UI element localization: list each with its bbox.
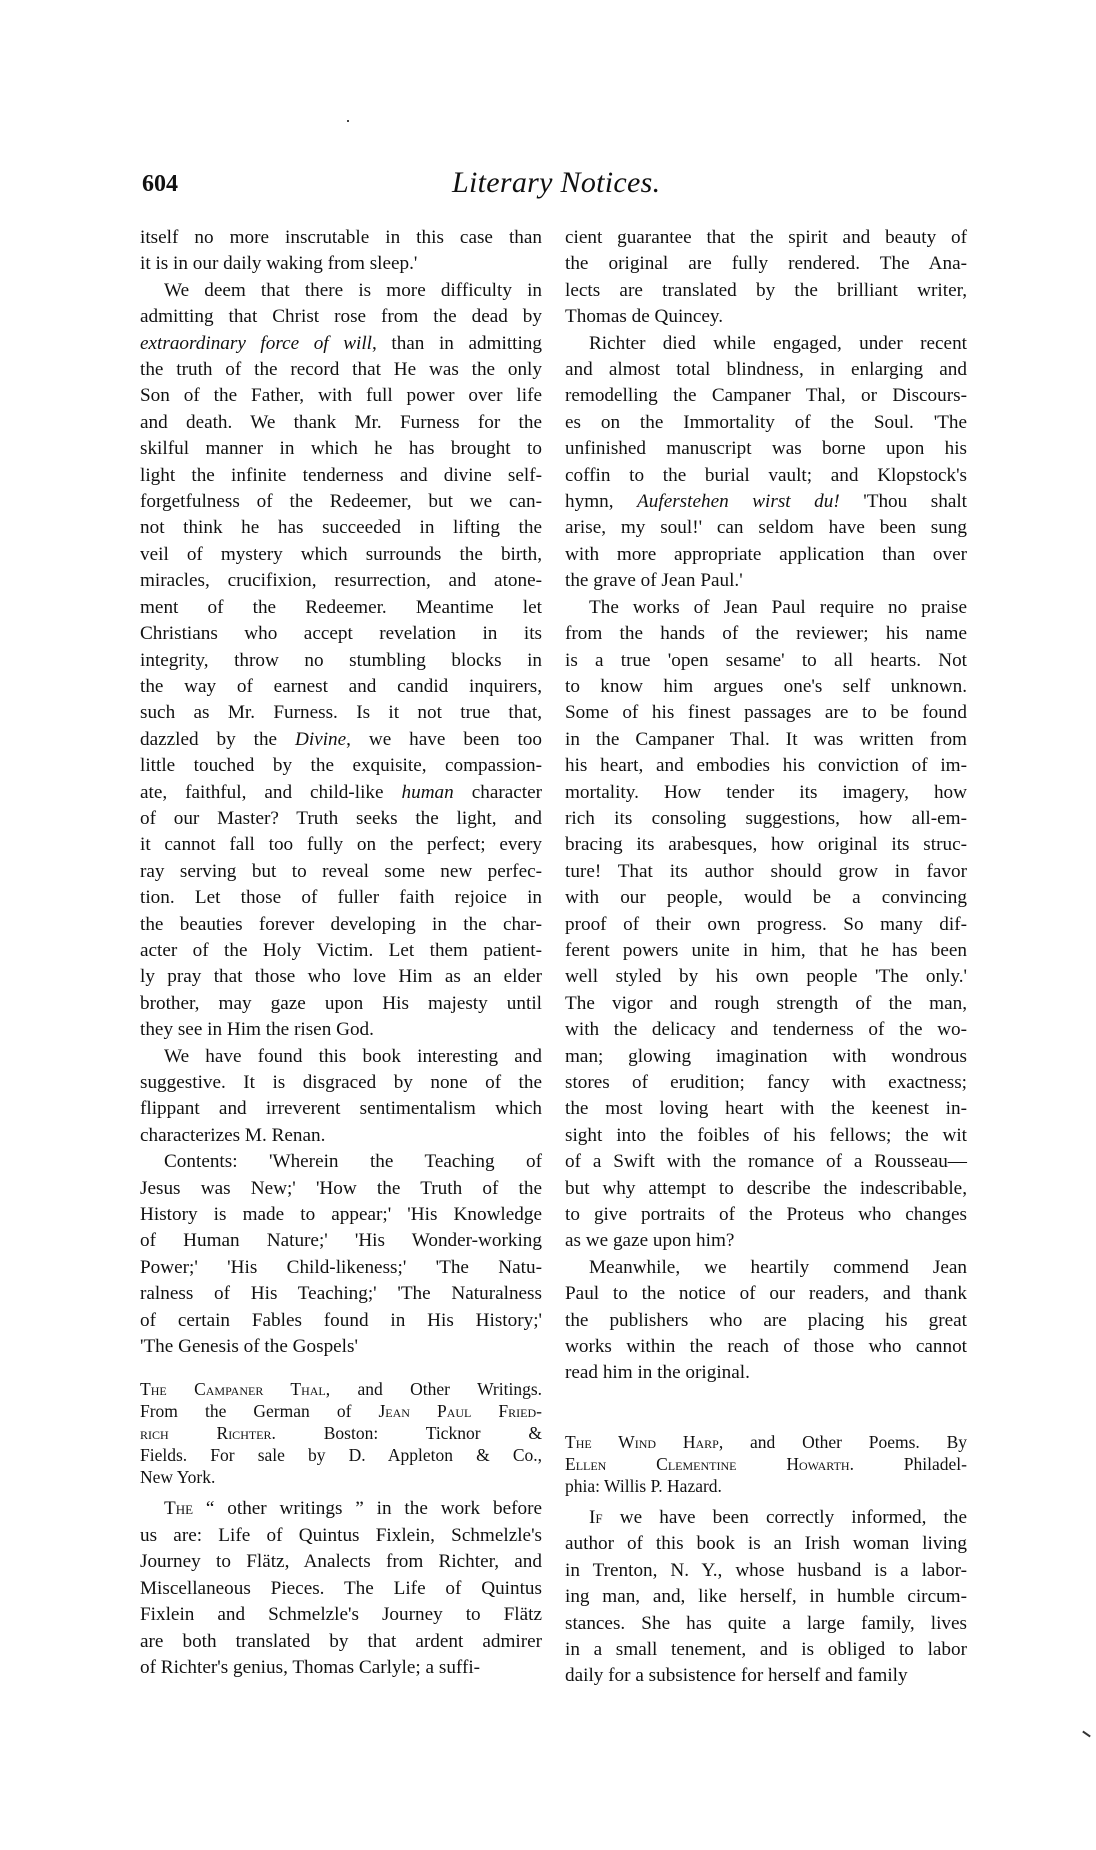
text-line: with the delicacy and tenderness of the wo- xyxy=(565,1019,967,1041)
text-line: miracles, crucifixion, resurrection, and atone- xyxy=(140,570,542,592)
page-number: 604 xyxy=(142,171,178,197)
text-line: Paul to the notice of our readers, and thank xyxy=(565,1283,967,1305)
text-line: in a small tenement, and is obliged to labor xyxy=(565,1638,967,1660)
text-line: author of this book is an Irish woman living xyxy=(565,1533,967,1555)
text-line: tion. Let those of fuller faith rejoice in xyxy=(140,887,542,909)
text-line: suggestive. It is disgraced by none of the xyxy=(140,1072,542,1093)
text-line: ment of the Redeemer. Meantime let xyxy=(140,596,542,618)
text-line: the grave of Jean Paul.' xyxy=(565,570,743,592)
running-title: Literary Notices. xyxy=(452,166,661,199)
emphasis: human xyxy=(401,781,454,803)
text-line: little touched by the exquisite, compassion- xyxy=(140,755,542,777)
lead-word: The xyxy=(164,1498,194,1520)
text-line: Fixlein and Schmelzle's Journey to Flätz xyxy=(140,1604,542,1626)
text-line: it is in our daily waking from sleep.' xyxy=(140,253,418,275)
text-line: arise, my soul!' can seldom have been sung xyxy=(565,517,967,539)
text-line: Contents: 'Wherein the Teaching of xyxy=(164,1151,542,1173)
text-line: Jesus was New;' 'How the Truth of the xyxy=(140,1177,542,1199)
text-line: acter of the Holy Victim. Let them patient- xyxy=(140,939,542,961)
text-line: to know him argues one's self unknown. xyxy=(565,675,967,697)
text-line: forgetfulness of the Redeemer, but we can- xyxy=(140,491,542,513)
text-line: from the hands of the reviewer; his name xyxy=(565,623,967,645)
book-author: Ellen Clementine Howarth. xyxy=(565,1453,854,1474)
text-line: the most loving heart with the keenest in- xyxy=(565,1098,967,1120)
text-line: lects are translated by the brilliant writer, xyxy=(565,279,967,301)
text-line: not think he has succeeded in lifting the xyxy=(140,517,542,539)
text-line: The “ other writings ” in the work before xyxy=(164,1498,542,1520)
text-line: veil of mystery which surrounds the birth, xyxy=(140,543,542,565)
book-title: The Wind Harp xyxy=(565,1431,719,1452)
text-line: ralness of His Teaching;' 'The Naturalness xyxy=(140,1283,542,1305)
text-line: Some of his finest passages are to be found xyxy=(565,702,967,724)
text-line: of Human Nature;' 'His Wonder-working xyxy=(140,1230,542,1252)
paragraph xyxy=(140,1149,542,1360)
text-line: the truth of the record that He was the only xyxy=(140,359,542,381)
paragraph xyxy=(140,278,542,1044)
text-line: We have found this book interesting and xyxy=(164,1045,542,1067)
text-line: stances. She has quite a large family, lives xyxy=(565,1612,967,1634)
text-line: to give portraits of the Proteus who changes xyxy=(565,1204,967,1226)
text-line: and death. We thank Mr. Furness for the xyxy=(140,411,542,433)
text-line: the beauties forever developing in the char- xyxy=(140,913,542,935)
text-line: of Richter's genius, Thomas Carlyle; a suffi- xyxy=(140,1656,481,1678)
text-line: ly pray that those who love Him as an elder xyxy=(140,966,542,988)
text-line: The works of Jean Paul require no praise xyxy=(589,596,967,618)
text-line: Richter died while engaged, under recent xyxy=(589,332,967,354)
text-line: of a Swift with the romance of a Rousseau— xyxy=(565,1151,967,1173)
text-line: History is made to appear;' 'His Knowledge xyxy=(140,1204,542,1226)
text-line: extraordinary force of will, than in admitting xyxy=(140,332,542,354)
text-line: Power;' 'His Child-likeness;' 'The Natu- xyxy=(140,1256,542,1278)
text-line: unfinished manuscript was borne upon his xyxy=(565,438,967,460)
text-line: If we have been correctly informed, the xyxy=(589,1506,967,1528)
text-line: are both translated by that ardent admirer xyxy=(140,1630,542,1652)
text-line: Miscellaneous Pieces. The Life of Quintus xyxy=(140,1577,542,1599)
text-line: works within the reach of those who cannot xyxy=(565,1336,967,1358)
text-line: brother, may gaze upon His majesty until xyxy=(140,992,542,1014)
text-line: of our Master? Truth seeks the light, and xyxy=(140,807,542,829)
text-line: mortality. How tender its imagery, how xyxy=(565,781,967,803)
text-line: coffin to the burial vault; and Klopstock's xyxy=(565,464,967,486)
text-line: they see in Him the risen God. xyxy=(140,1019,374,1041)
paragraph xyxy=(565,1505,967,1690)
text-line: rich its consoling suggestions, how all-em- xyxy=(565,807,967,829)
right-column xyxy=(565,225,967,1690)
text-line: ray serving but to reveal some new perfec- xyxy=(140,860,542,882)
text-line: admitting that Christ rose from the dead by xyxy=(140,306,542,328)
paragraph xyxy=(565,595,967,1255)
text-line: Christians who accept revelation in its xyxy=(140,623,542,645)
text-line: with our people, would be a convincing xyxy=(565,887,967,909)
text-line: man; glowing imagination with wondrous xyxy=(565,1045,967,1067)
text-line: We deem that there is more difficulty in xyxy=(164,279,542,301)
book-author: rich Richter. xyxy=(140,1423,276,1444)
paragraph xyxy=(565,225,967,331)
text-line: ferent powers unite in him, that he has been xyxy=(565,939,967,961)
text-line: ate, faithful, and child-like human character xyxy=(140,781,542,803)
paragraph xyxy=(140,225,542,278)
paragraph xyxy=(140,1044,542,1150)
text-line: stores of erudition; fancy with exactness; xyxy=(565,1072,967,1093)
text-line: hymn, Auferstehen wirst du! 'Thou shalt xyxy=(565,491,967,513)
text-line: flippant and irreverent sentimentalism which xyxy=(140,1098,542,1120)
text-line: Journey to Flätz, Analects from Richter, and xyxy=(140,1551,542,1573)
text-line: 'The Genesis of the Gospels' xyxy=(140,1336,358,1358)
text-line: proof of their own progress. So many dif- xyxy=(565,913,967,935)
text-line: in the Campaner Thal. It was written from xyxy=(565,728,967,750)
text-line: Thomas de Quincey. xyxy=(565,306,724,328)
text-line: The vigor and rough strength of the man, xyxy=(565,992,967,1014)
text-line: daily for a subsistence for herself and family xyxy=(565,1665,908,1687)
text-line: characterizes M. Renan. xyxy=(140,1124,326,1146)
text-line: well styled by his own people 'The only.' xyxy=(565,966,967,988)
text-line: dazzled by the Divine, we have been too xyxy=(140,728,542,750)
text-line: the original are fully rendered. The Ana- xyxy=(565,253,967,275)
emphasis: Divine xyxy=(295,728,347,750)
text-line: ture! That its author should grow in favor xyxy=(565,860,967,882)
text-line: with more appropriate application than over xyxy=(565,543,967,565)
lead-word: If xyxy=(589,1506,603,1528)
text-line: such as Mr. Furness. Is it not true that, xyxy=(140,702,542,724)
emphasis: extraordinary force of will xyxy=(140,332,372,354)
text-line: light the infinite tenderness and divine self- xyxy=(140,464,542,486)
text-line: remodelling the Campaner Thal, or Discours- xyxy=(565,385,967,407)
text-line: is a true 'open sesame' to all hearts. Not xyxy=(565,649,967,671)
left-column xyxy=(140,225,542,1681)
book-title: The Campaner Thal xyxy=(140,1379,326,1400)
text-line: as we gaze upon him? xyxy=(565,1230,735,1252)
text-line: of certain Fables found in His History;' xyxy=(140,1309,542,1331)
print-speck xyxy=(347,120,349,122)
text-line: and almost total blindness, in enlarging and xyxy=(565,359,967,381)
text-line: it cannot fall too fully on the perfect; every xyxy=(140,834,542,856)
paragraph xyxy=(140,1496,542,1681)
text-line: read him in the original. xyxy=(565,1362,750,1384)
text-line: the way of earnest and candid inquirers, xyxy=(140,675,542,697)
book-heading-wind-harp: The Wind Harp, and Other Poems. By Ellen Clementine Howarth. Philadel- phia: Willis P. Hazard. xyxy=(565,1431,967,1496)
text-line: but why attempt to describe the indescribable, xyxy=(565,1177,967,1199)
text-line: cient guarantee that the spirit and beauty of xyxy=(565,227,967,248)
text-line: integrity, throw no stumbling blocks in xyxy=(140,649,542,671)
book-author: Jean Paul Fried- xyxy=(378,1401,542,1422)
paragraph xyxy=(565,331,967,595)
text-line: itself no more inscrutable in this case than xyxy=(140,227,542,248)
text-line: es on the Immortality of the Soul. 'The xyxy=(565,411,967,433)
text-line: his heart, and embodies his conviction of im- xyxy=(565,755,967,777)
text-line: the publishers who are placing his great xyxy=(565,1309,967,1331)
text-line: us are: Life of Quintus Fixlein, Schmelzle's xyxy=(140,1524,542,1546)
text-line: in Trenton, N. Y., whose husband is a labor- xyxy=(565,1559,967,1581)
paragraph xyxy=(565,1255,967,1387)
book-heading-campaner-thal: The Campaner Thal, and Other Writings. From the German of Jean Paul Fried- rich Richter. Boston: Ticknor & Fields. For sale by D. Appleton & Co., New York. xyxy=(140,1379,542,1488)
text-line: Meanwhile, we heartily commend Jean xyxy=(589,1256,967,1278)
scan-mark xyxy=(1082,1731,1091,1738)
text-line: bracing its arabesques, how original its struc- xyxy=(565,834,967,856)
text-line: skilful manner in which he has brought to xyxy=(140,438,542,460)
text-line: Son of the Father, with full power over life xyxy=(140,385,542,407)
emphasis: Auferstehen wirst du! xyxy=(637,491,840,513)
text-line: sight into the foibles of his fellows; the wit xyxy=(565,1124,967,1146)
text-line: ing man, and, like herself, in humble circum- xyxy=(565,1586,967,1608)
